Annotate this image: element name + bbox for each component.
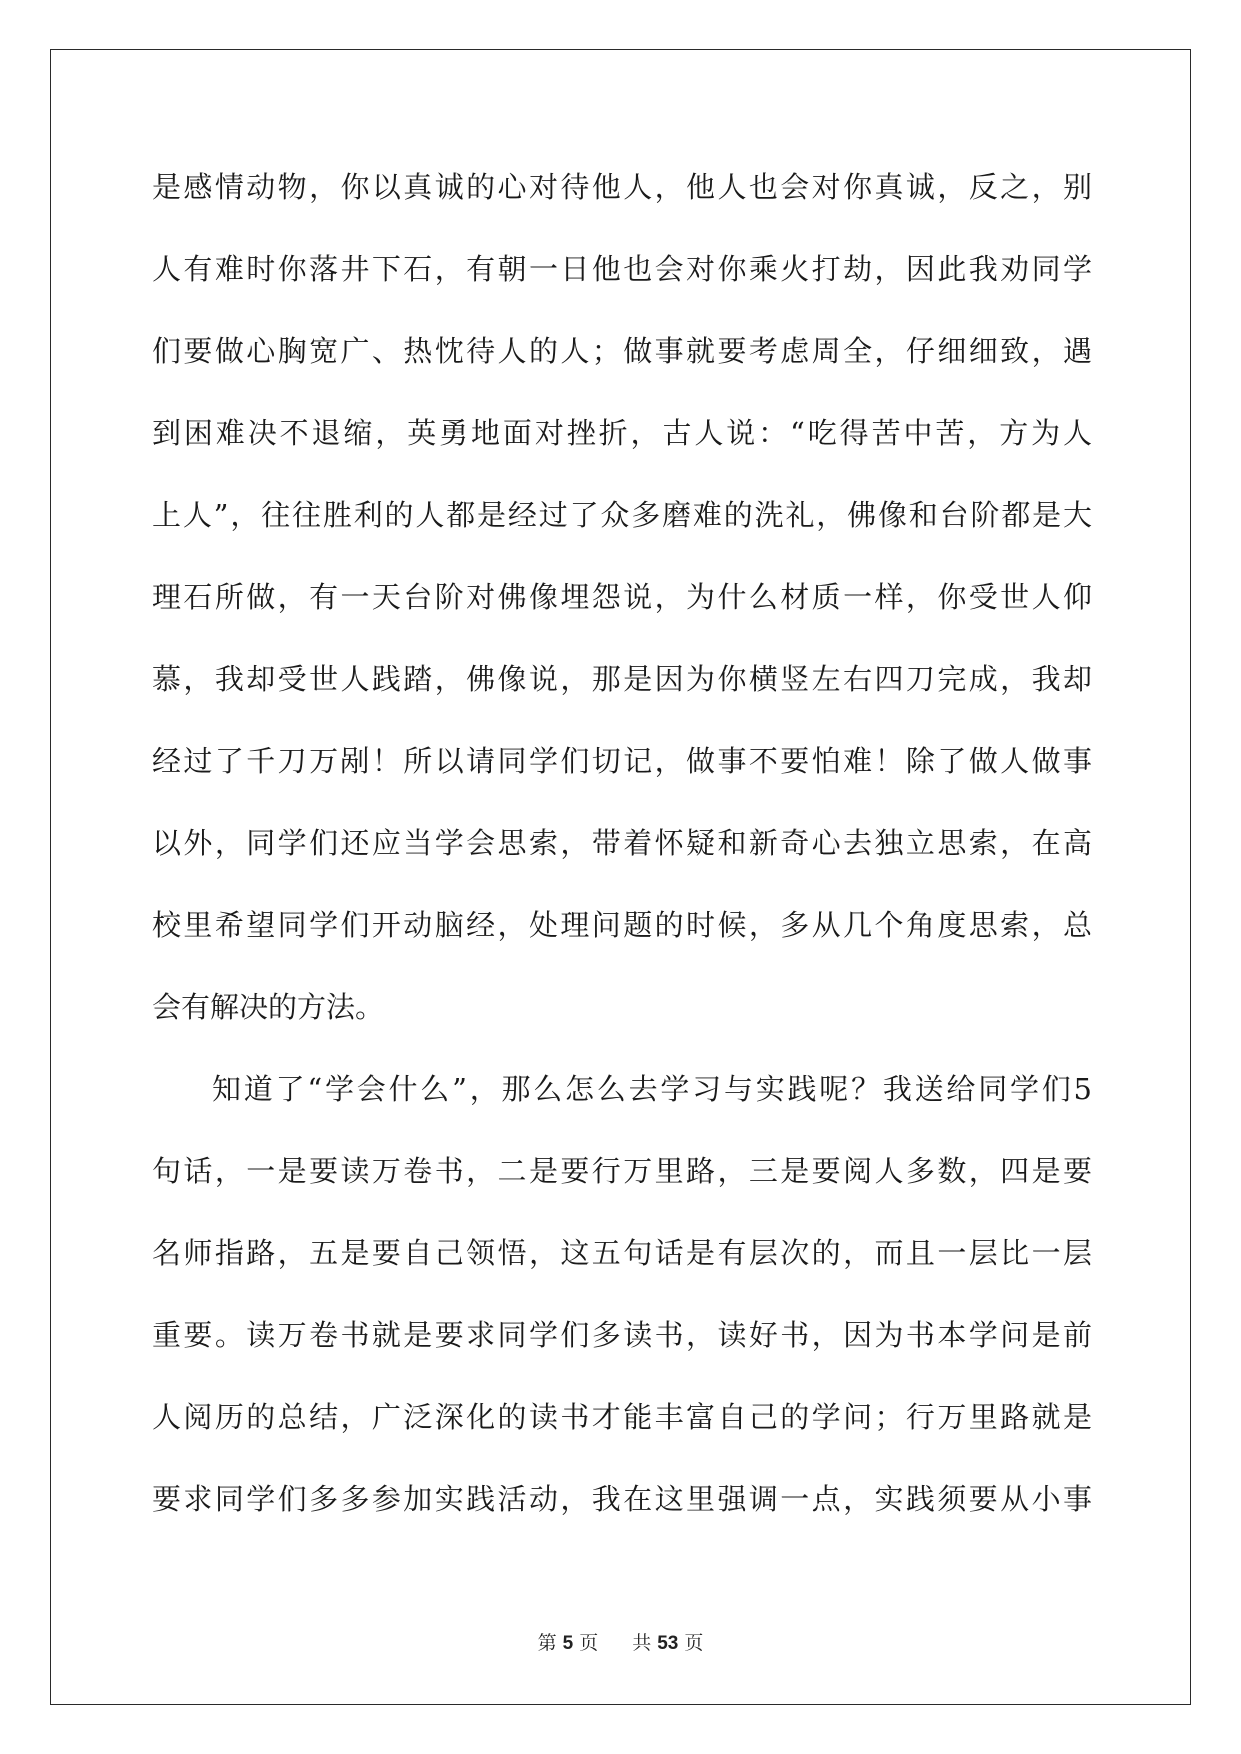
total-prefix: 共 [632, 1632, 652, 1654]
text-line-1: 是感情动物，你以真诚的心对待他人，他人也会对你真诚，反之，别 [152, 170, 1092, 204]
text-line-16: 人阅历的总结，广泛深化的读书才能丰富自己的学问；行万里路就是 [152, 1400, 1092, 1434]
text-line-11: 会有解决的方法。 [152, 990, 385, 1024]
text-line-3: 们要做心胸宽广、热忱待人的人；做事就要考虑周全，仔细细致，遇 [152, 334, 1092, 368]
text-line-5: 上人”，往往胜利的人都是经过了众多磨难的洗礼，佛像和台阶都是大 [152, 498, 1092, 532]
document-body [152, 163, 1092, 1557]
text-line-8: 经过了千刀万剐！所以请同学们切记，做事不要怕难！除了做人做事 [152, 744, 1092, 778]
text-line-12: 知道了“学会什么”，那么怎么去学习与实践呢？我送给同学们5 [212, 1072, 1092, 1106]
text-line-2: 人有难时你落井下石，有朝一日他也会对你乘火打劫，因此我劝同学 [152, 252, 1092, 286]
page-footer [0, 1628, 1241, 1655]
text-line-17: 要求同学们多多参加实践活动，我在这里强调一点，实践须要从小事 [152, 1482, 1092, 1516]
page-prefix: 第 [537, 1632, 557, 1654]
text-line-9: 以外，同学们还应当学会思索，带着怀疑和新奇心去独立思索，在高 [152, 826, 1092, 860]
total-suffix: 页 [684, 1632, 704, 1654]
page-suffix: 页 [579, 1632, 599, 1654]
text-line-13: 句话，一是要读万卷书，二是要行万里路，三是要阅人多数，四是要 [152, 1154, 1092, 1188]
text-line-6: 理石所做，有一天台阶对佛像埋怨说，为什么材质一样，你受世人仰 [152, 580, 1092, 614]
text-line-4: 到困难决不退缩，英勇地面对挫折，古人说：“吃得苦中苦，方为人 [152, 416, 1092, 450]
page-number: 5 [562, 1633, 574, 1654]
text-line-7: 慕，我却受世人践踏，佛像说，那是因为你横竖左右四刀完成，我却 [152, 662, 1092, 696]
text-line-15: 重要。读万卷书就是要求同学们多读书，读好书，因为书本学问是前 [152, 1318, 1092, 1352]
text-line-14: 名师指路，五是要自己领悟，这五句话是有层次的，而且一层比一层 [152, 1236, 1092, 1270]
text-line-10: 校里希望同学们开动脑经，处理问题的时候，多从几个角度思索，总 [152, 908, 1092, 942]
total-pages: 53 [657, 1633, 679, 1654]
